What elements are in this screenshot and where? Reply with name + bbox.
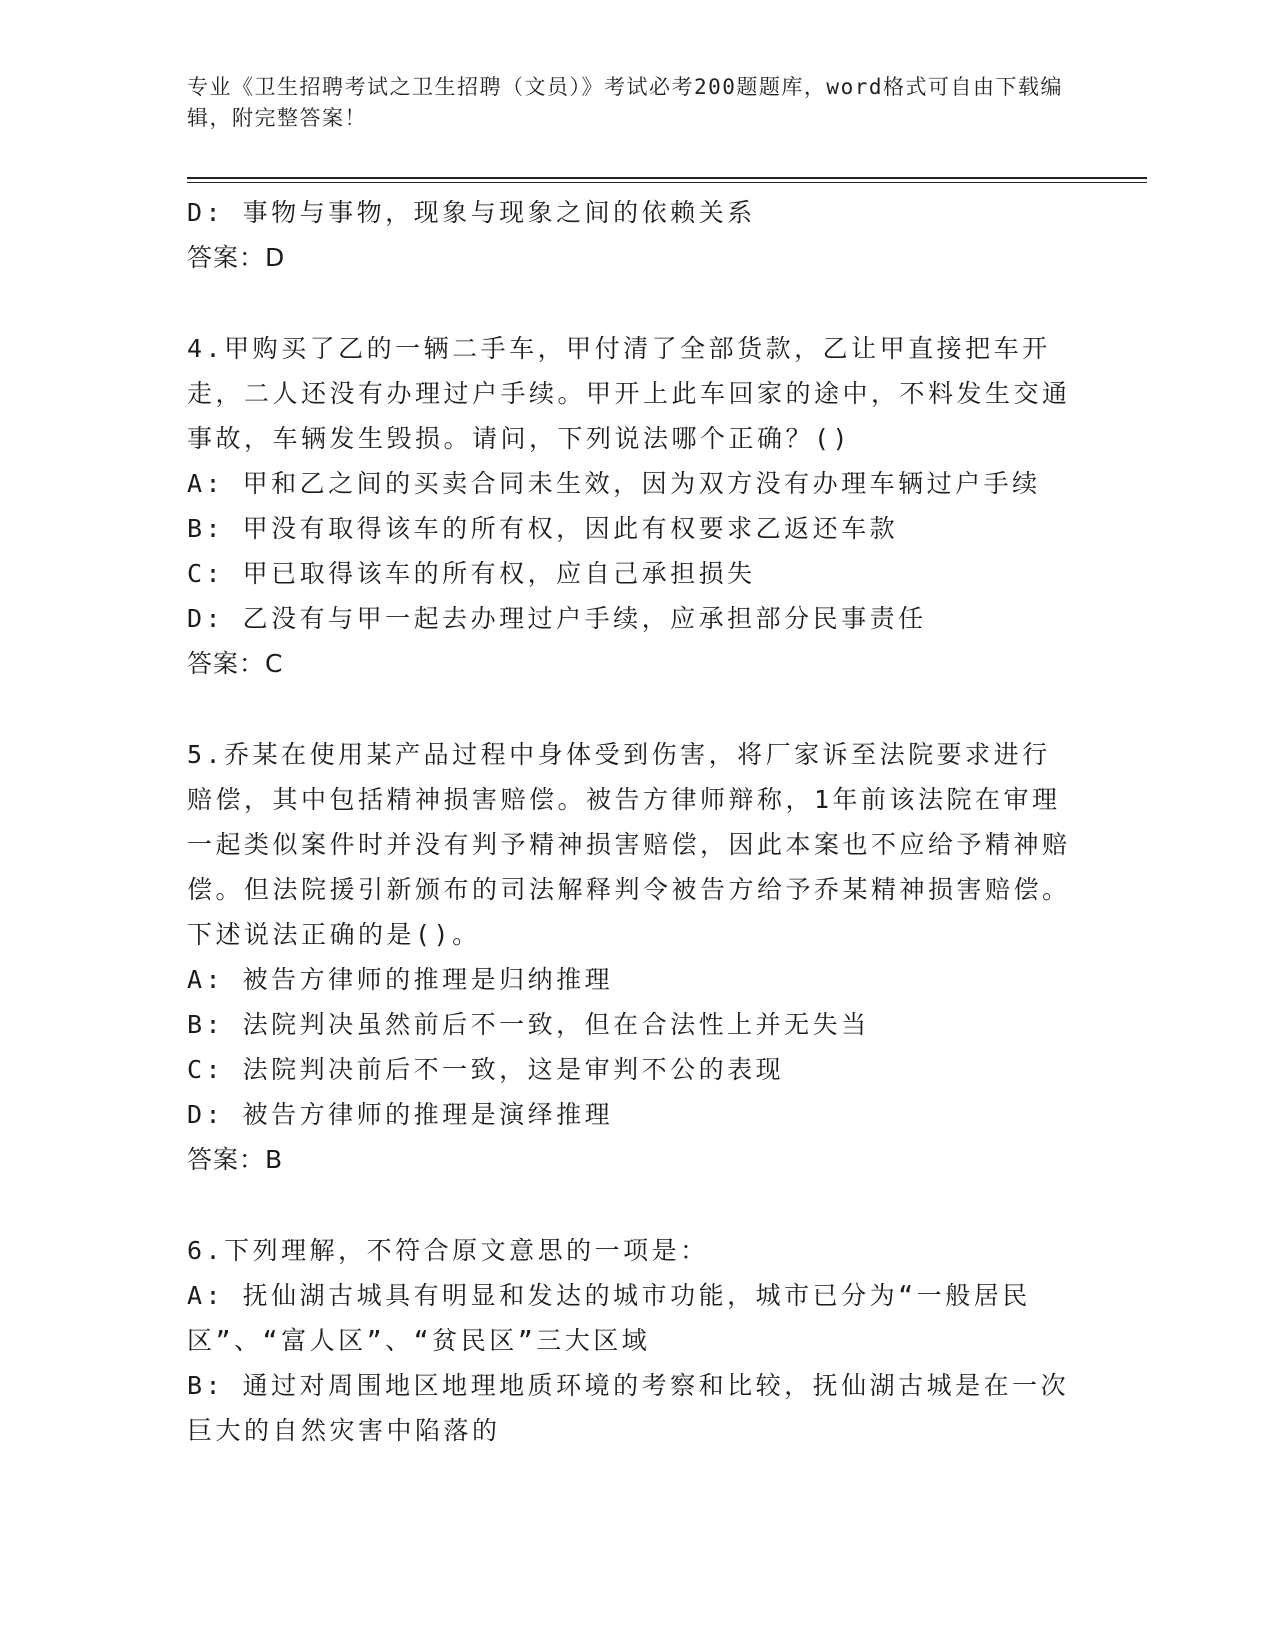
question-6-option-b: B: 通过对周围地区地理地质环境的考察和比较，抚仙湖古城是在一次巨大的自然灾害中陷落的 [187, 1371, 1070, 1445]
question-4-option-b: B: 甲没有取得该车的所有权，因此有权要求乙返还车款 [187, 514, 899, 543]
question-4-option-d: D: 乙没有与甲一起去办理过户手续，应承担部分民事责任 [187, 604, 927, 633]
question-5-option-a: A: 被告方律师的推理是归纳推理 [187, 965, 614, 994]
question-5-answer: 答案：B [187, 1145, 284, 1174]
spacer [187, 1182, 1077, 1228]
question-6-stem: 6.下列理解，不符合原文意思的一项是： [187, 1236, 709, 1265]
question-4-option-a: A: 甲和乙之间的买卖合同未生效，因为双方没有办理车辆过户手续 [187, 469, 1041, 498]
question-5-option-b: B: 法院判决虽然前后不一致，但在合法性上并无失当 [187, 1010, 870, 1039]
header-rule-thick [187, 177, 1147, 179]
spacer [187, 686, 1077, 732]
question-3-option-d: D: 事物与事物，现象与现象之间的依赖关系 [187, 198, 756, 227]
question-5-option-c: C: 法院判决前后不一致，这是审判不公的表现 [187, 1055, 785, 1084]
question-3-answer: 答案：D [187, 243, 286, 272]
document-header: 专业《卫生招聘考试之卫生招聘（文员）》考试必考200题题库，word格式可自由下载编辑，附完整答案！ [187, 75, 1063, 130]
question-4-stem: 4.甲购买了乙的一辆二手车，甲付清了全部货款，乙让甲直接把车开走，二人还没有办理过户手续。甲开上此车回家的途中，不料发生交通事故，车辆发生毁损。请问，下列说法哪个正确？() [187, 334, 1071, 453]
document-body [187, 190, 1077, 1453]
question-4-answer: 答案：C [187, 649, 284, 678]
question-4-option-c: C: 甲已取得该车的所有权，应自己承担损失 [187, 559, 756, 588]
spacer [187, 280, 1077, 326]
question-6-option-a: A: 抚仙湖古城具有明显和发达的城市功能，城市已分为“一般居民区”、“富人区”、“贫民区”三大区域 [187, 1281, 1031, 1355]
header-rule-thin [187, 182, 1147, 183]
question-5-stem: 5.乔某在使用某产品过程中身体受到伤害，将厂家诉至法院要求进行赔偿，其中包括精神损害赔偿。被告方律师辩称，1年前该法院在审理一起类似案件时并没有判予精神损害赔偿，因此本案也不应给予精神赔偿。但法院援引新颁布的司法解释判令被告方给予乔某精神损害赔偿。下述说法正确的是()。 [187, 740, 1071, 949]
question-5-option-d: D: 被告方律师的推理是演绎推理 [187, 1100, 614, 1129]
